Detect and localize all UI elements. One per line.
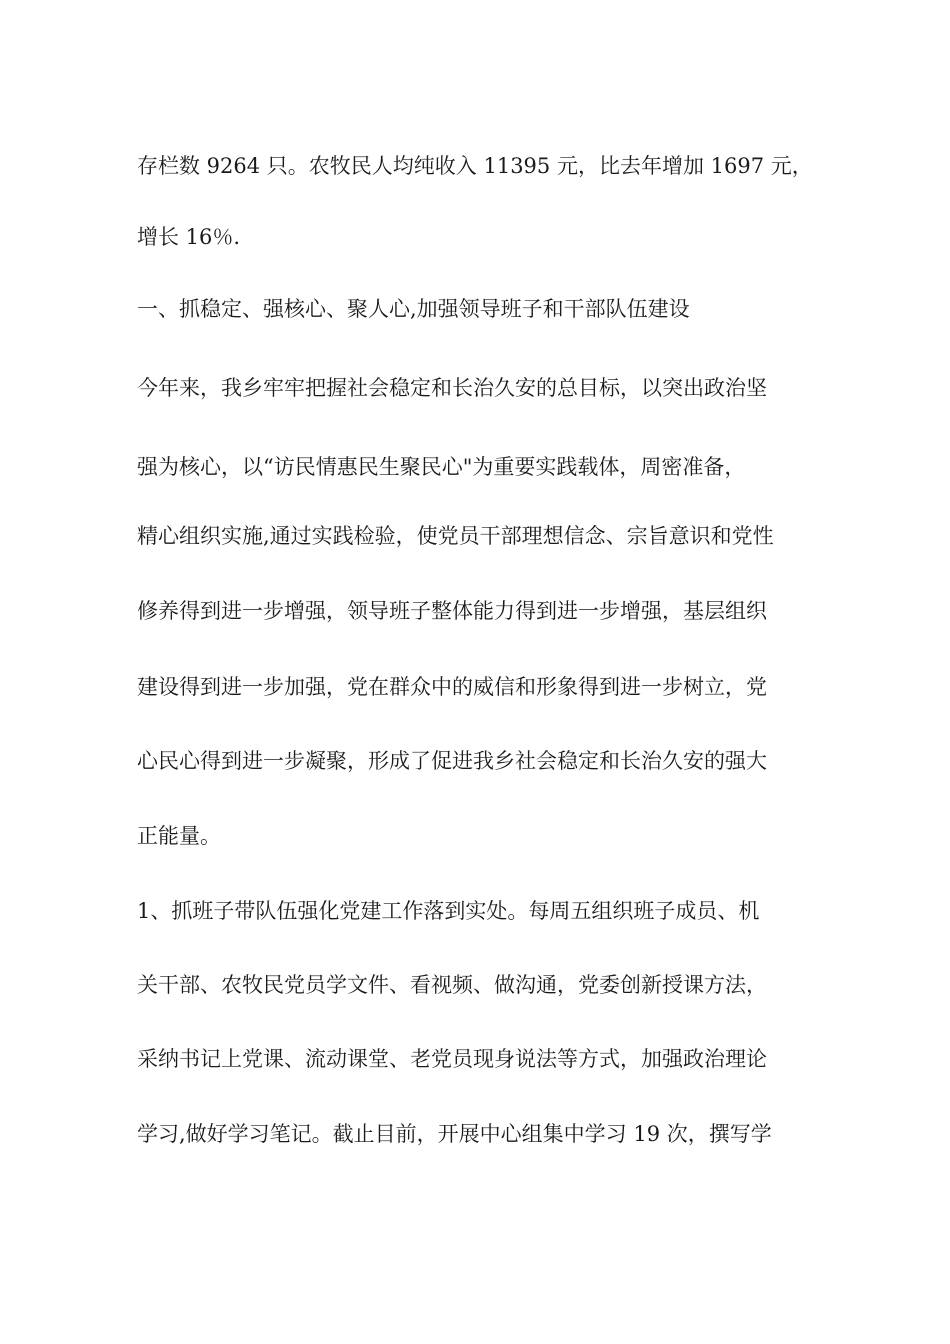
paragraph-line: 学习,做好学习笔记。截止目前，开展中心组集中学习 19 次，撰写学 — [137, 1122, 772, 1146]
paragraph-line: 精心组织实施,通过实践检验，使党员干部理想信念、宗旨意识和党性 — [137, 524, 774, 548]
paragraph-line: 强为核心，以“访民情惠民生聚民心"为重要实践载体，周密准备， — [137, 455, 746, 479]
paragraph-line: 采纳书记上党课、流动课堂、老党员现身说法等方式，加强政治理论 — [137, 1047, 767, 1071]
paragraph-line: 正能量。 — [137, 824, 221, 848]
paragraph-line: 存栏数 9264 只。农牧民人均纯收入 11395 元，比去年增加 1697 元， — [137, 154, 813, 178]
paragraph-line: 建设得到进一步加强，党在群众中的威信和形象得到进一步树立，党 — [137, 675, 767, 699]
section-heading: 一、抓稳定、强核心、聚人心,加强领导班子和干部队伍建设 — [137, 297, 690, 321]
paragraph-line: 修养得到进一步增强，领导班子整体能力得到进一步增强，基层组织 — [137, 599, 767, 623]
paragraph-line: 心民心得到进一步凝聚，形成了促进我乡社会稳定和长治久安的强大 — [137, 749, 767, 773]
paragraph-line: 1、抓班子带队伍强化党建工作落到实处。每周五组织班子成员、机 — [137, 899, 760, 923]
paragraph-line: 增长 16％. — [137, 225, 241, 249]
paragraph-line: 今年来，我乡牢牢把握社会稳定和长治久安的总目标，以突出政治坚 — [137, 376, 767, 400]
paragraph-line: 关干部、农牧民党员学文件、看视频、做沟通，党委创新授课方法， — [137, 973, 767, 997]
